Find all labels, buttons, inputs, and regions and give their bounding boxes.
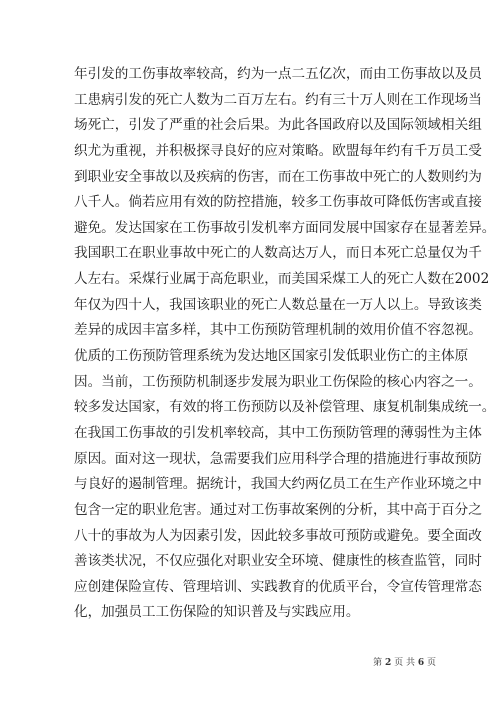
text-line: 应创建保险宣传、管理培训、实践教育的优质平台，令宣传管理常态 xyxy=(74,578,482,595)
footer-mid: 页 共 xyxy=(394,658,415,668)
footer-prefix: 第 xyxy=(373,658,383,668)
text-line: 在我国工伤事故的引发机率较高，其中工伤预防管理的薄弱性为主体 xyxy=(74,424,482,441)
page-footer xyxy=(0,655,436,668)
current-page-number: 2 xyxy=(384,658,392,668)
text-line: 优质的工伤预防管理系统为发达地区国家引发低职业伤亡的主体原 xyxy=(74,348,469,365)
text-line: 年仅为四十人，我国该职业的死亡人数总量在一万人以上。导致该类 xyxy=(74,296,482,313)
text-line: 避免。发达国家在工伤事故引发机率方面同发展中国家存在显著差异。 xyxy=(74,219,496,236)
total-page-count: 6 xyxy=(417,658,425,668)
text-line: 到职业安全事故以及疾病的伤害，而在工伤事故中死亡的人数则约为 xyxy=(74,168,482,185)
text-line: 因。当前，工伤预防机制逐步发展为职业工伤保险的核心内容之一。 xyxy=(74,373,482,390)
text-line: 较多发达国家，有效的将工伤预防以及补偿管理、康复机制集成统一。 xyxy=(74,399,496,416)
text-line: 与良好的遏制管理。据统计，我国大约两亿员工在生产作业环境之中 xyxy=(74,476,482,493)
body-text xyxy=(74,62,496,626)
text-line: 差异的成因丰富多样，其中工伤预防管理机制的效用价值不容忽视。 xyxy=(74,322,482,339)
text-line: 八十的事故为人为因素引发，因此较多事故可预防或避免。要全面改 xyxy=(74,527,482,544)
text-line: 化，加强员工工伤保险的知识普及与实践应用。 xyxy=(74,604,360,621)
text-line: 年引发的工伤事故率较高，约为一点二五亿次，而由工伤事故以及员 xyxy=(74,66,482,82)
text-line: 织尤为重视，并积极探寻良好的应对策略。欧盟每年约有千万员工受 xyxy=(74,142,482,159)
text-line: 善该类状况，不仅应强化对职业安全环境、健康性的核查监管，同时 xyxy=(74,553,482,570)
text-line: 人左右。采煤行业属于高危职业，而美国采煤工人的死亡人数在2002 xyxy=(74,271,490,288)
text-line: 工患病引发的死亡人数为二百万左右。约有三十万人则在工作现场当 xyxy=(74,91,482,108)
text-line: 八千人。倘若应用有效的防控措施，较多工伤事故可降低伤害或直接 xyxy=(74,194,482,211)
text-line: 我国职工在职业事故中死亡的人数高达万人，而日本死亡总量仅为千 xyxy=(74,245,482,262)
text-line: 原因。面对这一现状，急需要我们应用科学合理的措施进行事故预防 xyxy=(74,450,482,467)
footer-suffix: 页 xyxy=(426,658,436,668)
text-line: 场死亡，引发了严重的社会后果。为此各国政府以及国际领域相关组 xyxy=(74,117,482,134)
text-line: 包含一定的职业危害。通过对工伤事故案例的分析，其中高于百分之 xyxy=(74,501,482,518)
